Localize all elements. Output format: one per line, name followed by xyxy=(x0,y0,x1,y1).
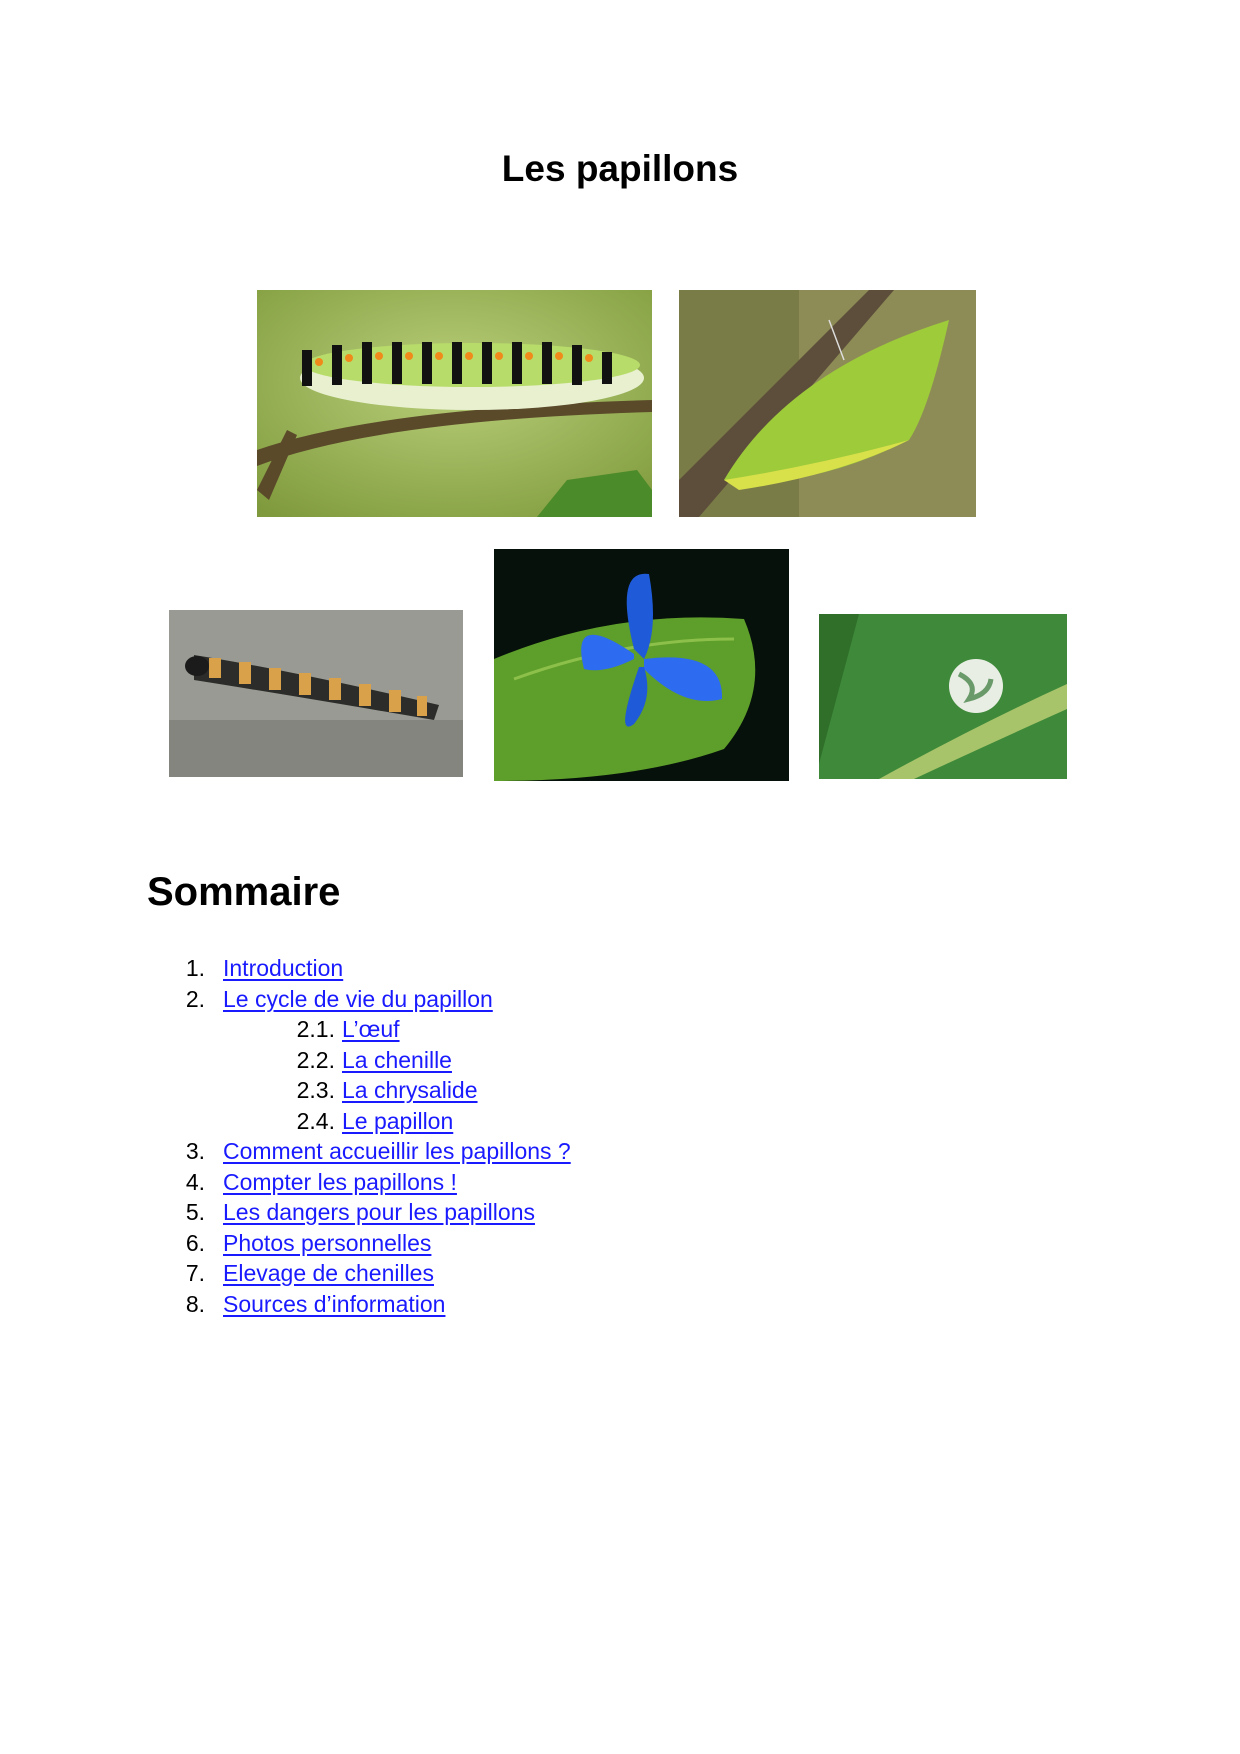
toc-number: 2.1. xyxy=(296,1016,335,1042)
toc-number: 5. xyxy=(185,1199,205,1225)
toc-item-chenille xyxy=(295,1045,452,1075)
toc-item-compter xyxy=(183,1167,457,1197)
toc-link-chrysalide[interactable]: La chrysalide xyxy=(342,1077,478,1103)
toc-item-oeuf xyxy=(295,1014,400,1044)
toc-number: 1. xyxy=(185,955,205,981)
page-title: Les papillons xyxy=(501,148,739,189)
toc-number: 6. xyxy=(185,1230,205,1256)
toc-link-accueillir[interactable]: Comment accueillir les papillons ? xyxy=(223,1138,571,1164)
hairy-caterpillar-photo xyxy=(169,610,463,777)
toc-item-chrysalide xyxy=(295,1075,478,1105)
toc-number: 2.2. xyxy=(296,1047,335,1073)
toc-link-cycle-de-vie[interactable]: Le cycle de vie du papillon xyxy=(223,986,493,1012)
toc-item-dangers xyxy=(183,1197,535,1227)
caterpillar-swallowtail-photo xyxy=(257,290,652,517)
butterfly-egg-photo xyxy=(819,614,1067,779)
toc-number: 7. xyxy=(185,1260,205,1286)
toc-link-introduction[interactable]: Introduction xyxy=(223,955,344,981)
toc-item-introduction xyxy=(183,953,343,983)
toc-number: 4. xyxy=(185,1169,205,1195)
toc-link-compter[interactable]: Compter les papillons ! xyxy=(223,1169,457,1195)
toc-item-cycle-de-vie xyxy=(183,984,493,1014)
toc-link-papillon[interactable]: Le papillon xyxy=(342,1108,454,1134)
toc-item-elevage xyxy=(183,1258,434,1288)
chrysalis-photo xyxy=(679,290,976,517)
section-title-sommaire: Sommaire xyxy=(147,870,341,914)
toc-link-dangers[interactable]: Les dangers pour les papillons xyxy=(223,1199,535,1225)
toc-link-photos[interactable]: Photos personnelles xyxy=(223,1230,432,1256)
toc-number: 2. xyxy=(185,986,205,1012)
toc-link-elevage[interactable]: Elevage de chenilles xyxy=(223,1260,434,1286)
toc-link-sources[interactable]: Sources d’information xyxy=(223,1291,446,1317)
toc-item-accueillir xyxy=(183,1136,571,1166)
toc-number: 2.4. xyxy=(296,1108,335,1134)
toc-item-papillon xyxy=(295,1106,453,1136)
toc-number: 3. xyxy=(185,1138,205,1164)
toc-item-photos xyxy=(183,1228,431,1258)
toc-number: 2.3. xyxy=(296,1077,335,1103)
blue-morpho-butterfly-photo xyxy=(494,549,789,781)
toc-link-oeuf[interactable]: L’œuf xyxy=(342,1016,400,1042)
toc-item-sources xyxy=(183,1289,445,1319)
toc-link-chenille[interactable]: La chenille xyxy=(342,1047,452,1073)
toc-number: 8. xyxy=(185,1291,205,1317)
